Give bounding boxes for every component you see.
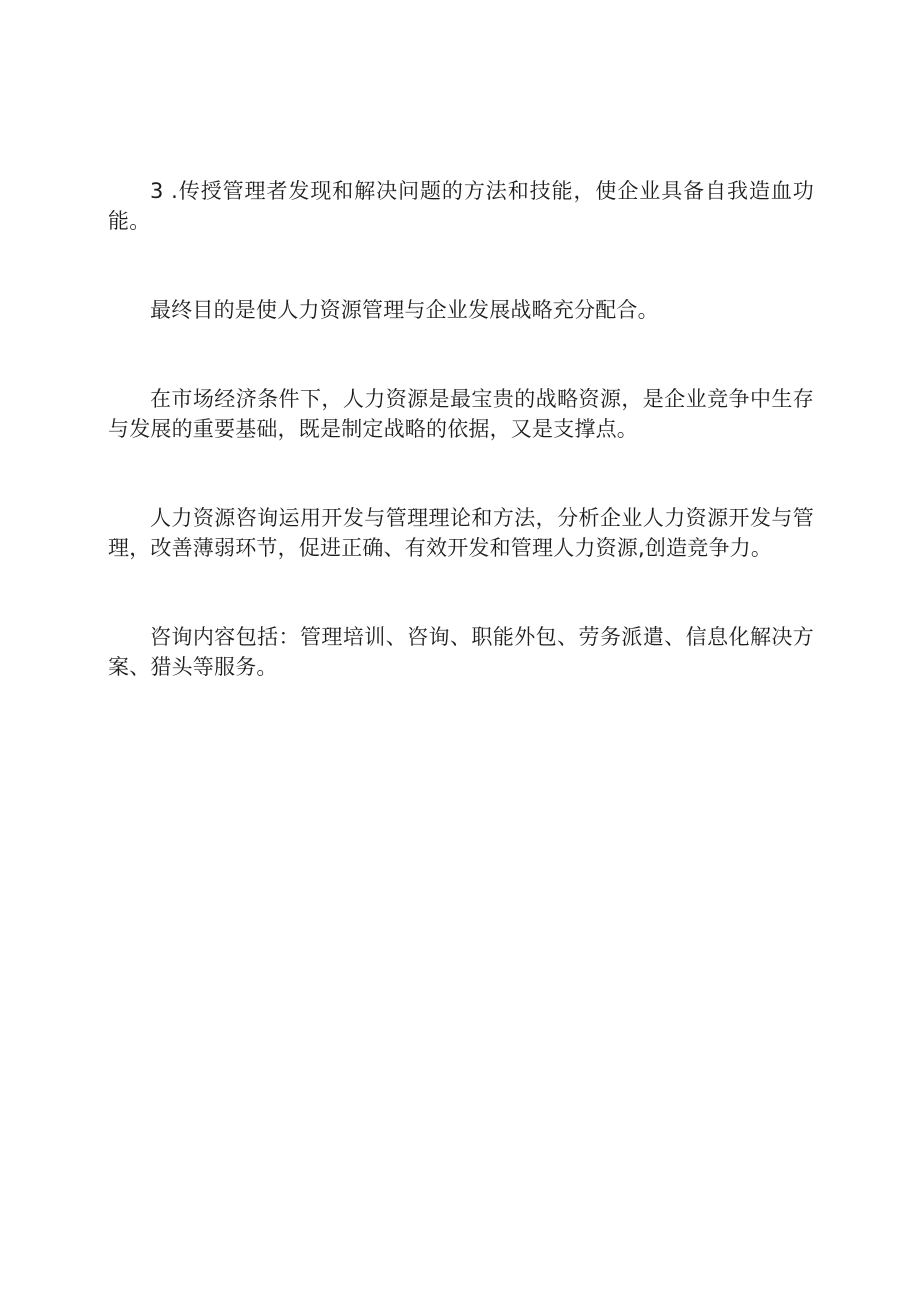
paragraph-1: 3 .传授管理者发现和解决问题的方法和技能，使企业具备自我造血功能。 [108,179,814,233]
paragraph-4: 人力资源咨询运用开发与管理理论和方法，分析企业人力资源开发与管理，改善薄弱环节，促进正确、有效开发和管理人力资源,创造竞争力。 [108,506,814,560]
paragraph-2: 最终目的是使人力资源管理与企业发展战略充分配合。 [150,298,659,322]
paragraph-3: 在市场经济条件下，人力资源是最宝贵的战略资源，是企业竞争中生存与发展的重要基础，既是制定战略的依据，又是支撑点。 [108,387,814,441]
document-body [108,176,814,682]
paragraph-5: 咨询内容包括：管理培训、咨询、职能外包、劳务派遣、信息化解决方案、猎头等服务。 [108,625,814,679]
